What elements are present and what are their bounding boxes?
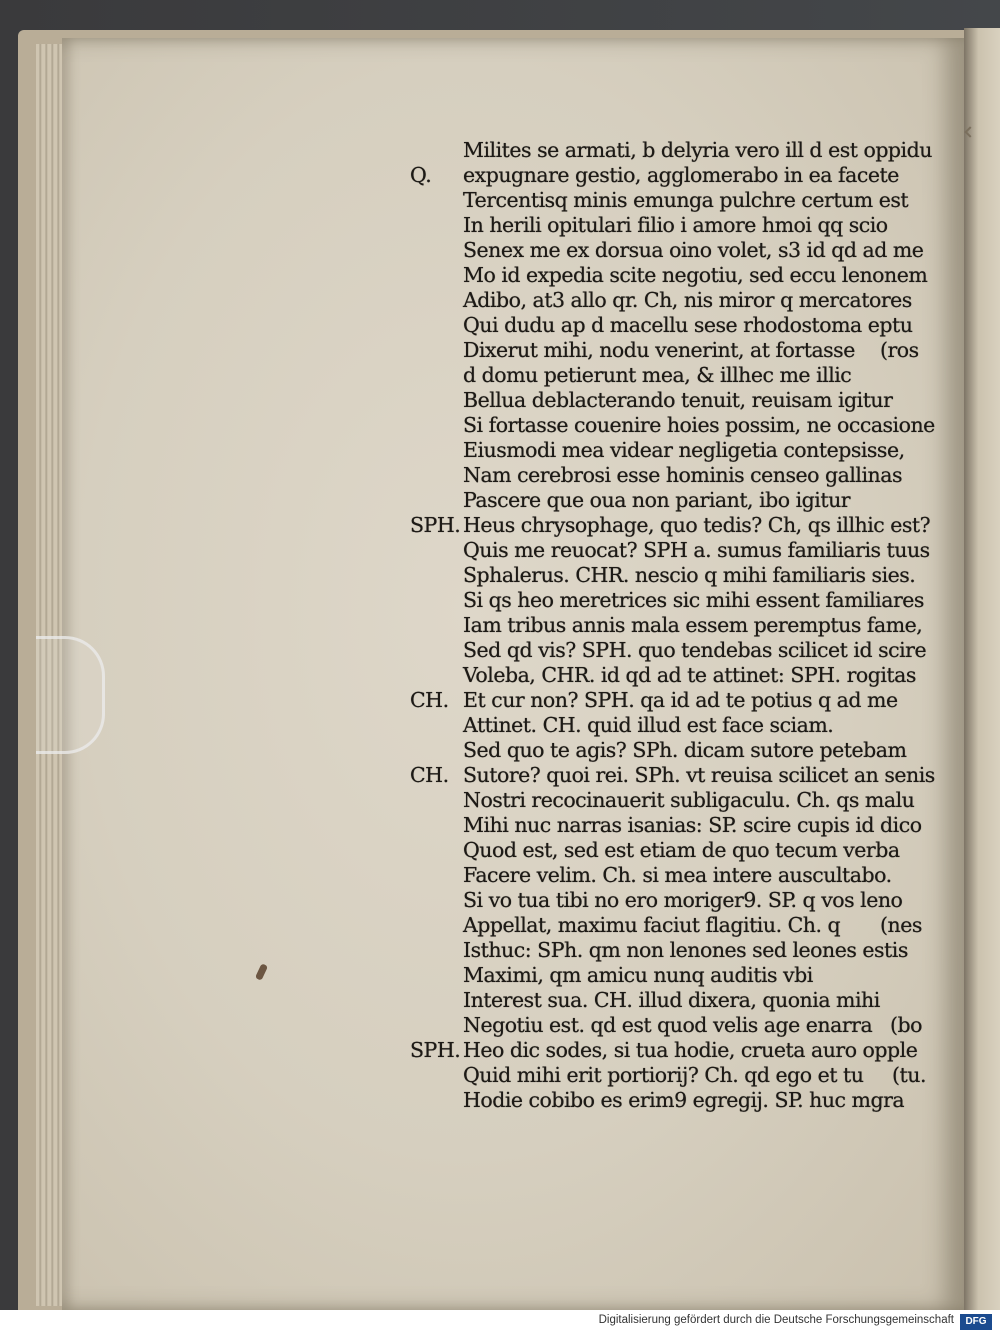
text-line: Adibo, at3 allo qr. Ch, nis miror q mercatores — [463, 288, 912, 312]
text-line: In herili opitulari filio i amore hmoi qq scio — [463, 213, 888, 237]
text-line: Mo id expedia scite negotiu, sed eccu lenonem — [463, 263, 928, 287]
speaker-label: CH. — [410, 688, 449, 712]
text-line: Quid mihi erit portiorij? Ch. qd ego et tu — [463, 1063, 864, 1087]
speaker-label: SPH. — [410, 1038, 461, 1062]
speaker-label: Q. — [410, 163, 432, 187]
text-line: Si qs heo meretrices sic mihi essent familiares — [463, 588, 924, 612]
text-line: Tercentisq minis emunga pulchre certum est — [463, 188, 909, 212]
margin-note: (ros — [880, 338, 919, 362]
text-line: Interest sua. CH. illud dixera, quonia mihi — [463, 988, 880, 1012]
text-line: Iam tribus annis mala essem peremptus fame, — [463, 613, 923, 637]
speaker-label: SPH. — [410, 513, 461, 537]
facing-page-edge — [964, 28, 1000, 1310]
dfg-logo: DFG — [960, 1314, 992, 1330]
text-line: Heus chrysophage, quo tedis? Ch, qs illhic est? — [463, 513, 931, 537]
text-line: Hodie cobibo es erim9 egregij. SP. huc mgra — [463, 1088, 905, 1112]
text-line: Eiusmodi mea videar negligetia contepsisse, — [463, 438, 905, 462]
text-line: Si vo tua tibi no ero moriger9. SP. q vos leno — [463, 888, 903, 912]
text-line: Senex me ex dorsua oino volet, s3 id qd ad me — [463, 238, 924, 262]
text-line: Heo dic sodes, si tua hodie, crueta auro opple — [463, 1038, 918, 1062]
margin-note: (tu. — [892, 1063, 926, 1087]
funding-credit: Digitalisierung gefördert durch die Deutsche Forschungsgemeinschaft — [598, 1314, 954, 1326]
text-line: Facere velim. Ch. si mea intere auscultabo. — [463, 863, 892, 887]
text-line: Sutore? quoi rei. SPh. vt reuisa scilicet an senis — [463, 763, 935, 787]
text-line: Attinet. CH. quid illud est face sciam. — [463, 713, 834, 737]
text-line: Voleba, CHR. id qd ad te attinet: SPH. rogitas — [463, 663, 916, 687]
text-line: Negotiu est. qd est quod velis age enarra — [463, 1013, 873, 1037]
text-line: Mihi nuc narras isanias: SP. scire cupis id dico — [463, 813, 922, 837]
text-line: Appellat, maximu faciut flagitiu. Ch. q — [463, 913, 841, 937]
text-line: Sed quo te agis? SPh. dicam sutore petebam — [463, 738, 907, 762]
page-clip — [36, 636, 105, 754]
text-line: d domu petierunt mea, & illhec me illic — [463, 363, 852, 387]
text-line: expugnare gestio, agglomerabo in ea facete — [463, 163, 899, 187]
text-line: Milites se armati, b delyria vero ill d est oppidu — [463, 138, 932, 162]
text-line: Dixerut mihi, nodu venerint, at fortasse — [463, 338, 855, 362]
text-line: Et cur non? SPH. qa id ad te potius q ad me — [463, 688, 898, 712]
text-line: Maximi, qm amicu nunq auditis vbi — [463, 963, 813, 987]
text-line: Si fortasse couenire hoies possim, ne occasione — [463, 413, 935, 437]
margin-note: (bo — [890, 1013, 922, 1037]
text-line: Quod est, sed est etiam de quo tecum verba — [463, 838, 900, 862]
text-line: Sed qd vis? SPH. quo tendebas scilicet id scire — [463, 638, 927, 662]
text-line: Nostri recocinauerit subligaculu. Ch. qs malu — [463, 788, 915, 812]
text-line: Qui dudu ap d macellu sese rhodostoma eptu — [463, 313, 913, 337]
speaker-label: CH. — [410, 763, 449, 787]
text-line: Bellua deblacterando tenuit, reuisam igitur — [463, 388, 893, 412]
text-line: Pascere que oua non pariant, ibo igitur — [463, 488, 851, 512]
text-line: Isthuc: SPh. qm non lenones sed leones estis — [463, 938, 908, 962]
text-line: Nam cerebrosi esse hominis censeo gallinas — [463, 463, 902, 487]
footer-bar — [0, 1310, 1000, 1334]
text-line: Sphalerus. CHR. nescio q mihi familiaris sies. — [463, 563, 916, 587]
margin-note: (nes — [880, 913, 922, 937]
text-line: Quis me reuocat? SPH a. sumus familiaris tuus — [463, 538, 930, 562]
